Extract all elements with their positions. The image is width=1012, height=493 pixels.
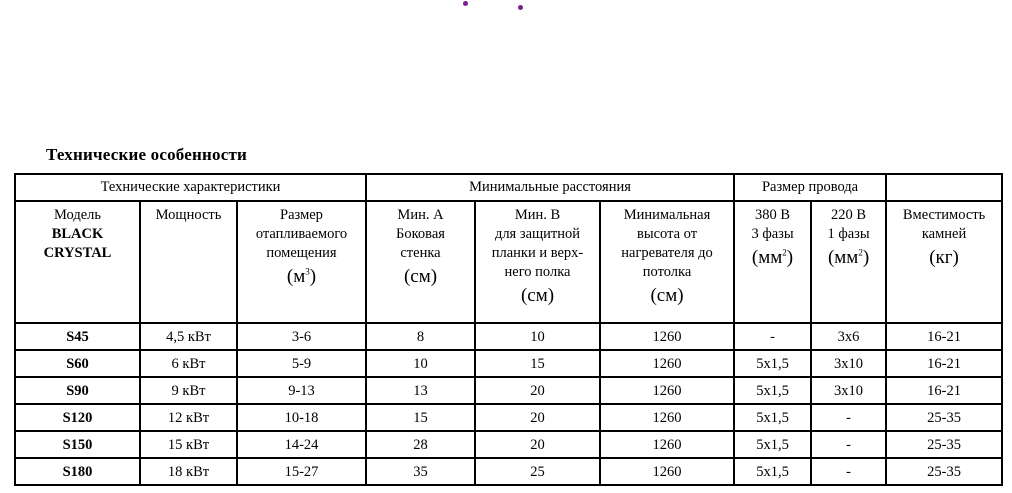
- cell-wire-220v: -: [811, 431, 886, 458]
- header-text: высота от: [636, 226, 698, 242]
- header-text: стенка: [400, 245, 441, 261]
- cell-power: 6 кВт: [140, 350, 237, 377]
- cell-wire-380v: 5х1,5: [734, 350, 811, 377]
- header-text: 220 В: [831, 207, 867, 223]
- unit-label: $(м^3)$: [286, 266, 317, 287]
- header-text: Минимальная: [623, 207, 711, 223]
- cell-min-a: 28: [366, 431, 475, 458]
- cell-min-b: 10: [475, 323, 600, 350]
- cell-stone-capacity: 25-35: [886, 404, 1002, 431]
- table-row: [15, 323, 1002, 350]
- cell-wire-380v: 5х1,5: [734, 404, 811, 431]
- table-row: [15, 377, 1002, 404]
- header-text: 3 фазы: [751, 226, 794, 242]
- column-header-220v: [811, 201, 886, 323]
- decorative-dot: [463, 1, 468, 6]
- header-text: потолка: [642, 264, 692, 280]
- cell-room-size: 15-27: [237, 458, 366, 485]
- cell-min-b: 20: [475, 431, 600, 458]
- cell-min-height: 1260: [600, 350, 734, 377]
- cell-min-b: 25: [475, 458, 600, 485]
- cell-model: S120: [15, 404, 140, 431]
- cell-model: S90: [15, 377, 140, 404]
- unit-label: (кг): [929, 247, 959, 268]
- header-text: нагревателя до: [621, 245, 713, 261]
- header-text: отапливаемого: [255, 226, 348, 242]
- cell-room-size: 9-13: [237, 377, 366, 404]
- cell-min-b: 15: [475, 350, 600, 377]
- header-text: BLACK: [51, 226, 104, 242]
- table-row: [15, 431, 1002, 458]
- header-text: Вместимость: [902, 207, 986, 223]
- column-header-row: [15, 201, 1002, 323]
- cell-model: S180: [15, 458, 140, 485]
- cell-min-height: 1260: [600, 458, 734, 485]
- group-header-wire: Размер провода: [734, 174, 886, 201]
- group-header-row: [15, 174, 1002, 201]
- table-row: [15, 458, 1002, 485]
- cell-wire-220v: 3х10: [811, 350, 886, 377]
- header-text: Мощность: [155, 207, 222, 223]
- cell-wire-380v: 5х1,5: [734, 377, 811, 404]
- unit-label: $(мм^2)$: [751, 247, 794, 268]
- cell-min-a: 35: [366, 458, 475, 485]
- column-header-model: [15, 201, 140, 323]
- cell-wire-220v: -: [811, 404, 886, 431]
- header-text: планки и верх-: [491, 245, 584, 261]
- table-row: [15, 350, 1002, 377]
- cell-min-height: 1260: [600, 323, 734, 350]
- header-text: Мин. А: [397, 207, 444, 223]
- header-text: камней: [921, 226, 967, 242]
- column-header-room: [237, 201, 366, 323]
- cell-stone-capacity: 25-35: [886, 458, 1002, 485]
- unit-label: (см): [520, 285, 555, 306]
- cell-wire-380v: 5х1,5: [734, 458, 811, 485]
- header-text: Модель: [53, 207, 102, 223]
- header-text: 1 фазы: [827, 226, 870, 242]
- page-title: Технические особенности: [46, 145, 248, 164]
- unit-label: $(мм^2)$: [827, 247, 870, 268]
- cell-min-height: 1260: [600, 377, 734, 404]
- cell-room-size: 3-6: [237, 323, 366, 350]
- cell-min-a: 10: [366, 350, 475, 377]
- cell-stone-capacity: 16-21: [886, 377, 1002, 404]
- cell-power: 12 кВт: [140, 404, 237, 431]
- group-header-distances: Минимальные расстояния: [366, 174, 734, 201]
- header-text: Размер: [280, 207, 323, 223]
- header-text: 380 В: [755, 207, 791, 223]
- cell-wire-380v: -: [734, 323, 811, 350]
- cell-room-size: 10-18: [237, 404, 366, 431]
- cell-stone-capacity: 16-21: [886, 323, 1002, 350]
- cell-model: S150: [15, 431, 140, 458]
- cell-wire-380v: 5х1,5: [734, 431, 811, 458]
- column-header-min-height: [600, 201, 734, 323]
- cell-min-height: 1260: [600, 431, 734, 458]
- group-header-blank: [886, 174, 1002, 201]
- cell-stone-capacity: 25-35: [886, 431, 1002, 458]
- header-text: помещения: [266, 245, 337, 261]
- header-text: него полка: [504, 264, 571, 280]
- cell-wire-220v: 3х6: [811, 323, 886, 350]
- column-header-stones: [886, 201, 1002, 323]
- column-header-380v: [734, 201, 811, 323]
- header-text: Боковая: [396, 226, 445, 242]
- cell-min-a: 15: [366, 404, 475, 431]
- cell-min-b: 20: [475, 404, 600, 431]
- cell-min-a: 13: [366, 377, 475, 404]
- cell-power: 9 кВт: [140, 377, 237, 404]
- spec-table: [14, 173, 1003, 486]
- cell-stone-capacity: 16-21: [886, 350, 1002, 377]
- cell-model: S60: [15, 350, 140, 377]
- header-text: для защитной: [494, 226, 581, 242]
- column-header-min-a: [366, 201, 475, 323]
- cell-wire-220v: -: [811, 458, 886, 485]
- cell-min-b: 20: [475, 377, 600, 404]
- cell-wire-220v: 3х10: [811, 377, 886, 404]
- decorative-dot: [518, 5, 523, 10]
- column-header-power: [140, 201, 237, 323]
- cell-power: 18 кВт: [140, 458, 237, 485]
- cell-room-size: 5-9: [237, 350, 366, 377]
- cell-power: 15 кВт: [140, 431, 237, 458]
- header-text: Мин. В: [514, 207, 561, 223]
- cell-power: 4,5 кВт: [140, 323, 237, 350]
- cell-min-a: 8: [366, 323, 475, 350]
- cell-model: S45: [15, 323, 140, 350]
- group-header-tech: Технические характеристики: [15, 174, 366, 201]
- table-row: [15, 404, 1002, 431]
- cell-room-size: 14-24: [237, 431, 366, 458]
- header-text: CRYSTAL: [43, 245, 112, 261]
- unit-label: (см): [650, 285, 684, 306]
- cell-min-height: 1260: [600, 404, 734, 431]
- unit-label: (см): [403, 266, 438, 287]
- column-header-min-b: [475, 201, 600, 323]
